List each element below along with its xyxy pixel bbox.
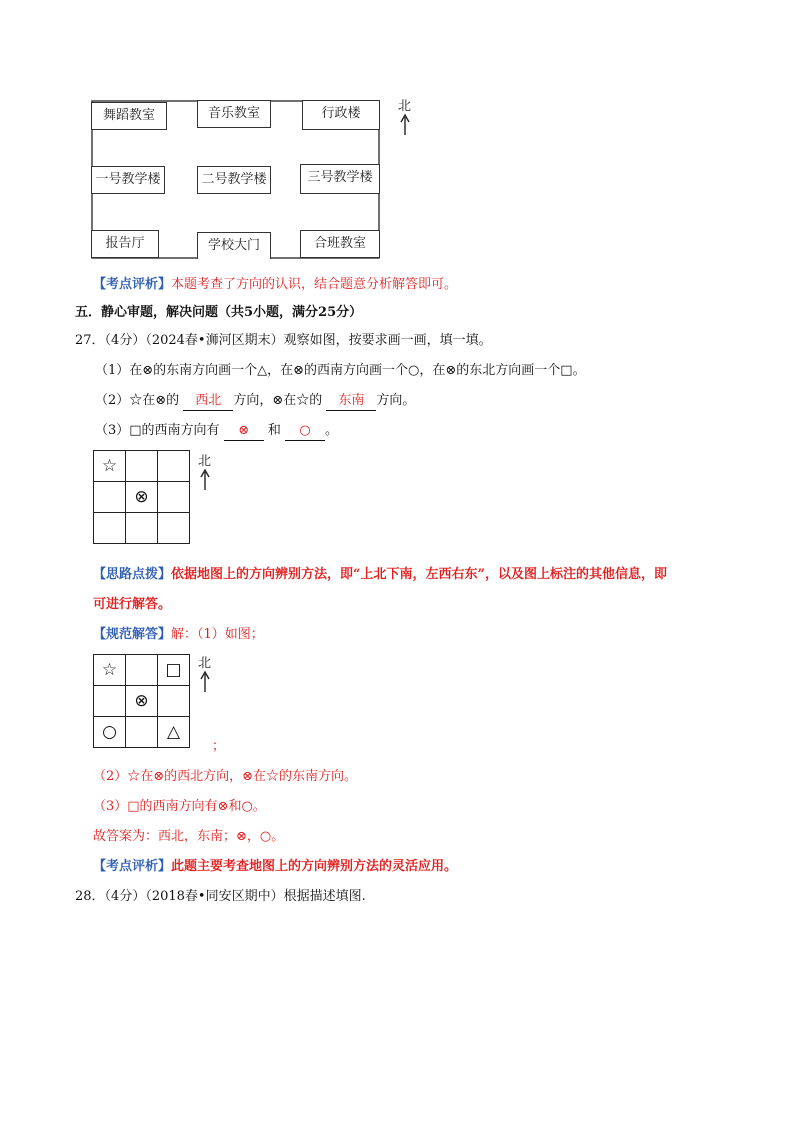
- room-building-1: 一号教学楼: [91, 166, 165, 194]
- grid-cell: ○: [94, 717, 126, 748]
- analysis-text: 本题考查了方向的认识，结合题意分析解答即可。: [171, 277, 458, 292]
- grid-cell: [94, 482, 126, 513]
- q27-part2: [95, 392, 415, 411]
- room-combined-class: 合班教室: [300, 230, 380, 258]
- final-answer: 故答案为：西北，东南；⊗，○。: [93, 829, 285, 844]
- grid-cell: [126, 717, 158, 748]
- room-lecture-hall: 报告厅: [91, 230, 159, 258]
- grid-cell: ☆: [94, 655, 126, 686]
- q27-answer-blank-4: ○: [285, 422, 325, 441]
- campus-map: [90, 98, 382, 260]
- solution-part3: （3）□的西南方向有⊗和○。: [93, 799, 266, 814]
- hint-tag: 【思路点拨】: [93, 567, 172, 582]
- grid-cell: □: [158, 655, 190, 686]
- grid-cell: △: [158, 717, 190, 748]
- solution-header: [93, 626, 264, 644]
- grid-cell: [158, 513, 190, 544]
- room-music: 音乐教室: [197, 100, 271, 128]
- q27-part1: （1）在⊗的东南方向画一个△，在⊗的西南方向画一个○，在⊗的东北方向画一个□。: [95, 363, 586, 378]
- analysis-tag: 【考点评析】: [93, 859, 172, 874]
- analysis-tag: 【考点评析】: [93, 277, 172, 292]
- analysis-text: 此题主要考查地图上的方向辨别方法的灵活应用。: [171, 859, 458, 874]
- q27-answer-blank-1: 西北: [183, 392, 233, 411]
- grid-cell: ⊗: [126, 482, 158, 513]
- room-building-3: 三号教学楼: [300, 164, 380, 194]
- q27-answer-blank-2: 东南: [326, 392, 376, 411]
- grid-semicolon: ；: [212, 739, 226, 754]
- grid-cell: [126, 655, 158, 686]
- section-title: 五．静心审题，解决问题（共5小题，满分25分）: [75, 305, 363, 320]
- solution-part2: （2）☆在⊗的西北方向，⊗在☆的东南方向。: [93, 769, 358, 784]
- q27-part2-b: 方向，⊗在☆的: [233, 393, 323, 408]
- solution-text: 解：（1）如图；: [171, 627, 264, 642]
- q27-stem: 27．（4分）（2024春•浉河区期末）观察如图，按要求画一画，填一填。: [75, 333, 492, 348]
- q27-part3-a: （3）□的西南方向有: [95, 423, 220, 438]
- north-label: 北: [398, 99, 412, 114]
- room-admin: 行政楼: [302, 100, 380, 130]
- north-label-grid2: 北: [198, 656, 212, 671]
- hint-text-1: 依据地图上的方向辨别方法，即“上北下南，左西右东”，以及图上标注的其他信息，即: [171, 567, 667, 582]
- room-school-gate: 学校大门: [197, 232, 271, 259]
- q28-stem: 28．（4分）（2018春•同安区期中）根据描述填图.: [75, 889, 366, 904]
- direction-grid-solution: [93, 654, 190, 748]
- grid-cell: [158, 451, 190, 482]
- grid-cell: [158, 686, 190, 717]
- grid-cell: ⊗: [126, 686, 158, 717]
- hint-line-1: [93, 566, 667, 584]
- grid-cell: [94, 686, 126, 717]
- q27-part2-c: 方向。: [376, 393, 416, 408]
- room-building-2: 二号教学楼: [197, 166, 271, 194]
- north-label-grid1: 北: [198, 454, 212, 469]
- north-arrow-icon: [399, 113, 411, 137]
- north-arrow-icon: [199, 468, 211, 492]
- q27-part3: [95, 422, 338, 441]
- q27-part2-a: （2）☆在⊗的: [95, 393, 180, 408]
- direction-grid-question: [93, 450, 190, 544]
- grid-cell: [94, 513, 126, 544]
- grid-cell: [126, 451, 158, 482]
- grid-cell: [126, 513, 158, 544]
- grid-cell: [158, 482, 190, 513]
- north-arrow-icon: [199, 670, 211, 694]
- room-dance: 舞蹈教室: [91, 102, 167, 130]
- grid-cell: ☆: [94, 451, 126, 482]
- q27-part3-c: 。: [325, 423, 339, 438]
- analysis-note-2: [93, 858, 457, 876]
- analysis-note-1: [93, 276, 457, 294]
- solution-tag: 【规范解答】: [93, 627, 172, 642]
- q27-part3-b: 和: [267, 423, 281, 438]
- hint-line-2: 可进行解答。: [93, 597, 172, 612]
- q27-answer-blank-3: ⊗: [224, 422, 264, 441]
